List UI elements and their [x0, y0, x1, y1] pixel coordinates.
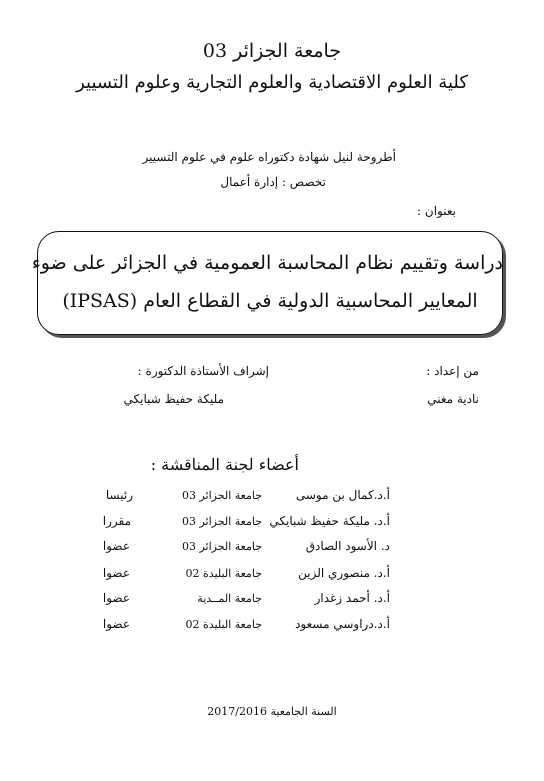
thesis-degree: أطروحة لنيل شهادة دكتوراه علوم في علوم التسيير — [142, 150, 396, 164]
thesis-title-line-2: المعايير المحاسبية الدولية في القطاع العام (IPSAS) — [62, 290, 478, 312]
member-university: جامعة البليدة 02 — [185, 618, 262, 631]
academic-year: السنة الجامعية 2017/2016 — [207, 705, 337, 718]
supervisor-label: إشراف الأستاذة الدكتورة : — [137, 364, 269, 378]
prepared-by-name: نادية مغني — [427, 392, 479, 406]
prepared-by-label: من إعداد : — [426, 364, 479, 378]
member-role: مقررا — [102, 514, 131, 528]
member-name: أ.د. منصوري الزين — [298, 566, 390, 580]
member-university: جامعة الجزائر 03 — [181, 540, 262, 553]
member-role: عضوا — [102, 539, 130, 553]
thesis-specialization: تخصص : إدارة أعمال — [220, 175, 326, 189]
member-role: عضوا — [102, 591, 130, 605]
member-name: د. الأسود الصادق — [305, 539, 390, 553]
member-role: عضوا — [102, 566, 130, 580]
member-name: أ.د. أحمد زغدار — [314, 591, 390, 605]
member-university: جامعة الجزائر 03 — [181, 489, 262, 502]
member-name: أ.د.كمال بن موسى — [295, 488, 390, 502]
title-frame — [31, 231, 503, 335]
member-name: أ.د. مليكة حفيظ شبايكي — [269, 514, 390, 528]
member-university: جامعة المــدية — [197, 592, 262, 605]
faculty-name: كلية العلوم الاقتصادية والعلوم التجارية وعلوم التسيير — [76, 72, 468, 93]
member-name: أ.د.دراوسي مسعود — [295, 617, 390, 631]
member-university: جامعة البليدة 02 — [185, 567, 262, 580]
committee-heading: أعضاء لجنة المناقشة : — [150, 455, 299, 474]
thesis-title-line-1: دراسة وتقييم نظام المحاسبة العمومية في الجزائر على ضوء — [31, 252, 503, 274]
supervisor-name: مليكة حفيظ شبايكي — [123, 392, 224, 406]
member-role: رئيسا — [105, 488, 133, 502]
member-university: جامعة الجزائر 03 — [181, 515, 262, 528]
titled-label: بعنوان : — [417, 204, 456, 218]
university-name: جامعة الجزائر 03 — [202, 40, 342, 62]
member-role: عضوا — [102, 617, 130, 631]
